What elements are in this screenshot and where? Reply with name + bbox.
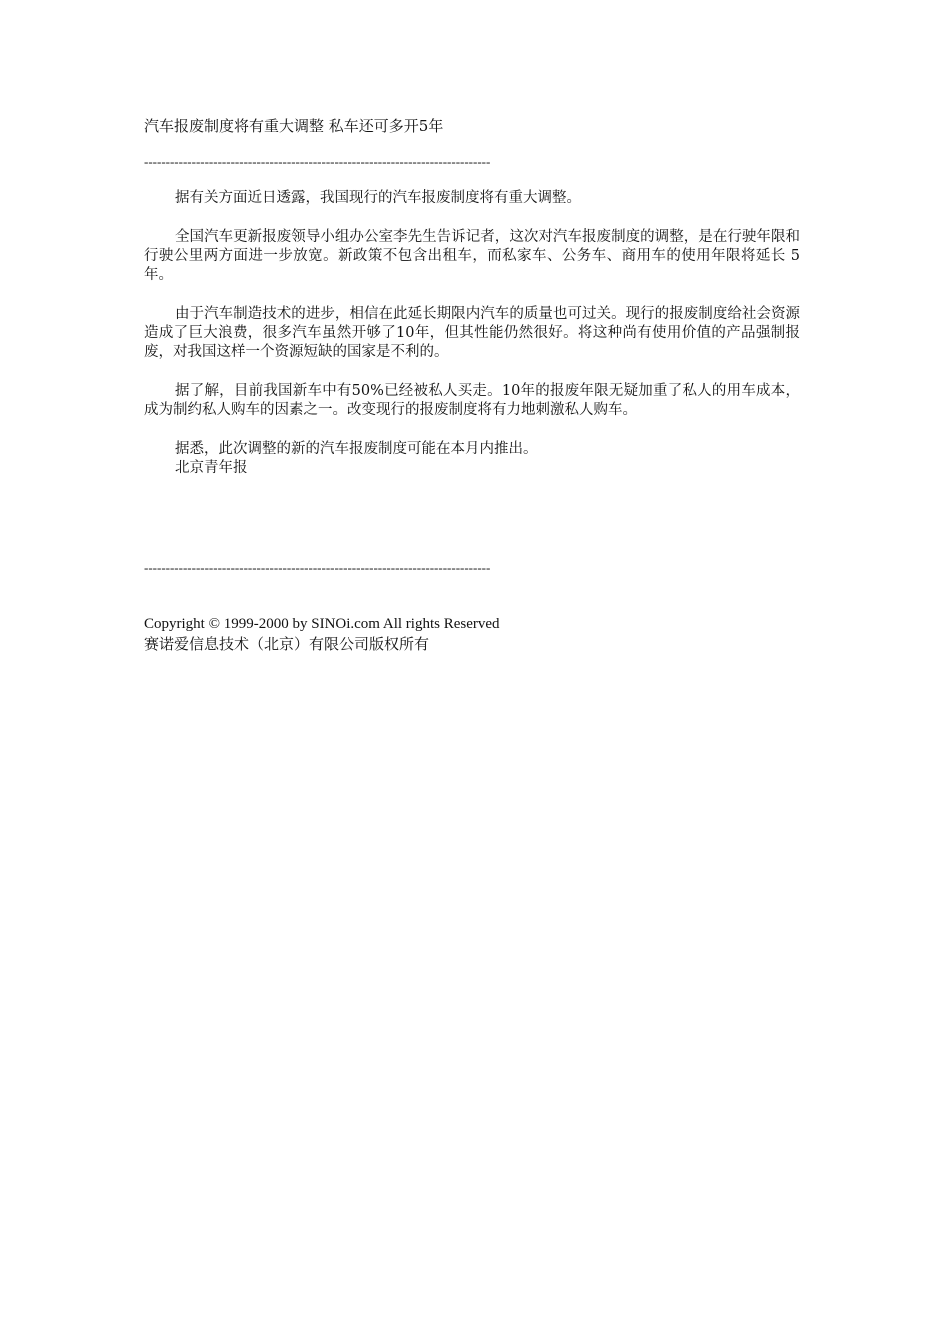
paragraph-5: 据悉，此次调整的新的汽车报废制度可能在本月内推出。 [175,441,538,457]
article-source: 北京青年报 [175,460,248,476]
article-title: 汽车报废制度将有重大调整 私车还可多开5年 [144,117,444,135]
company-line: 赛诺爱信息技术（北京）有限公司版权所有 [144,635,430,653]
paragraph-1: 据有关方面近日透露，我国现行的汽车报废制度将有重大调整。 [175,190,581,206]
paragraph-4: 据了解，目前我国新车中有50%已经被私人买走。10年的报废年限无疑加重了私人的用车成本，成为制约私人购车的因素之一。改变现行的报废制度将有力地刺激私人购车。 [144,383,800,418]
bottom-divider: -------------------------------------------------------------------------------- [144,560,491,575]
footer [144,614,500,654]
copyright-line: Copyright © 1999-2000 by SINOi.com All rights Reserved [144,616,500,632]
paragraph-2: 全国汽车更新报废领导小组办公室李先生告诉记者，这次对汽车报废制度的调整，是在行驶年限和行驶公里两方面进一步放宽。新政策不包含出租车，而私家车、公务车、商用车的使用年限将延长 5 年。 [144,229,800,283]
paragraph-3: 由于汽车制造技术的进步，相信在此延长期限内汽车的质量也可过关。现行的报废制度给社会资源造成了巨大浪费，很多汽车虽然开够了10年，但其性能仍然很好。将这种尚有使用价值的产品强制报废，对我国这样一个资源短缺的国家是不利的。 [144,306,800,360]
top-divider: -------------------------------------------------------------------------------- [144,154,491,169]
article-body [144,189,800,478]
